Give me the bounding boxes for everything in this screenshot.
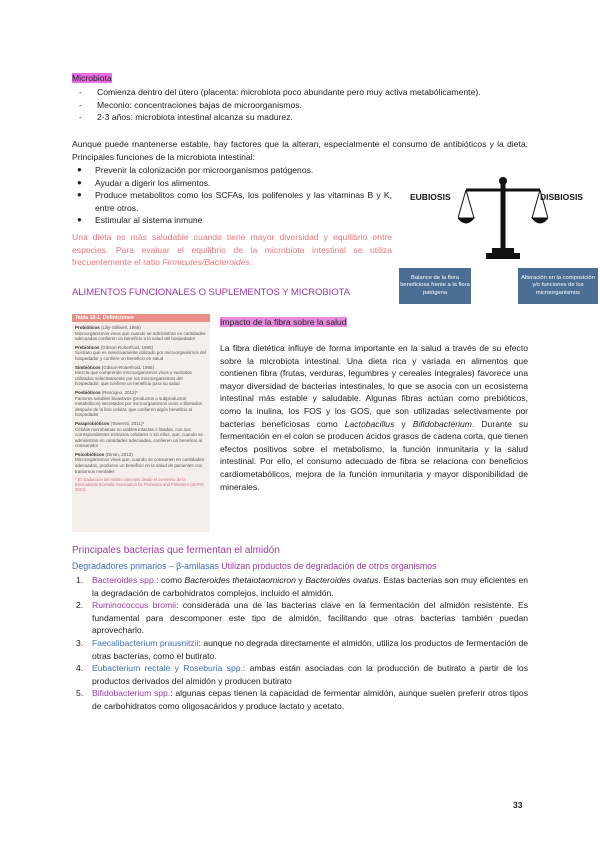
fibra-heading: Impacto de la fibra sobre la salud [220, 317, 347, 327]
list-item: 1. Bacteroides spp.: como Bacteroides thetaiotaomicron y Bacteroides ovatus. Estas bacterias son muy eficientes en la degradación de carbohidratos complejos, incluido el almidón. [76, 575, 529, 598]
microbiota-dash-list [72, 86, 528, 124]
list-item: 2. Ruminococcus bromii: considerada una de las bacterias clave en la fermentación del almidón resistente. Es fundamental para descomponer este tipo de almidón, facilitando que otras bacterias también puedan aprovecharlo. [76, 600, 528, 636]
section-heading-alimentos: ALIMENTOS FUNCIONALES O SUPLEMENTOS Y MICROBIOTA [72, 287, 350, 298]
list-item: ● Produce metabolitos como los SCFAs, los polifenoles y las vitaminas B y K, entre otros. [72, 189, 392, 214]
disbiosis-box: Alteración en la composición y/o funciones de los microorganismos [518, 268, 598, 304]
microbiota-functions-list [72, 164, 392, 227]
fibra-paragraph: La fibra dietética influye de forma importante en la salud a través de su efecto sobre la microbiota intestinal. Una dieta rica y variada en alimentos que contienen fibra (frutas, verduras, legumbres y cereales integrales) favorece una mayor diversidad de bacterias intestinales, lo que se asocia con un ecosistema intestinal más estable y saludable. Algunas fibras actúan como prebióticos, como la inulina, los FOS y los GOS, que son utilizadas selectivamente por bacterias beneficiosas como Lactobacillus y Bifidobacterium. Durante su fermentación en el colon se producen ácidos grasos de cadena corta, que tienen efectos positivos sobre el metabolismo, la función inmunitaria y la salud intestinal. Por ello, el consumo adecuado de fibra se relaciona con beneficios cardiometabólicos, mejora de la función inmunitaria y mayor disponibilidad de minerales. [220, 343, 529, 492]
list-item: - 2-3 años: microbiota intestinal alcanza su madurez. [72, 111, 528, 124]
scale-icon [458, 176, 548, 260]
list-item: ● Ayudar a digerir los alimentos. [72, 177, 392, 190]
list-item: ● Prevenir la colonización por microorganismos patógenos. [72, 164, 392, 177]
table-row: Psicobióticos (Dinan, 2013) Microorganismos vivos que, cuando se consumen en cantidades adecuadas, producen un beneficio en la salud de pacientes con trastornos mentales [75, 451, 205, 474]
definitions-table [72, 314, 210, 532]
table-row: Posbióticos (Rescigno, 2012)* Factores solubles bioactivos (productos o subproductos metabólicos) secretados por microorganismos vivos o liberados después de la lisis celular, que confieren algún beneficio al hospedador [75, 389, 202, 418]
page-number: 33 [513, 800, 523, 810]
list-item: ● Estimular al sistema inmune [72, 214, 392, 227]
eubiosis-label: EUBIOSIS [410, 192, 451, 202]
microbiota-heading: Microbiota [72, 73, 112, 83]
list-item: 3. Faecalibacterium prausnitzii: aunque no degrada directamente el almidón, utiliza los productos de fermentación de otras bacterias, como el butirato. [76, 637, 529, 661]
table-footnote: * En traducción del mismo concepto desde el consenso de la International Scientific Association for Probiotics and Prebiotics (ISAPP, 2021). [75, 477, 205, 493]
almidon-subheading: Degradadores primarios – β-amilasas Utilizan productos de degradación de otros organismos [72, 561, 437, 571]
microbiota-paragraph: Aunque puede mantenerse estable, hay factores que la alteran, especialmente el consumo de antibióticos y la dieta. Principales funciones de la microbiota intestinal: [72, 139, 528, 162]
disbiosis-label: DISBIOSIS [540, 192, 583, 202]
table-header: Tabla 18-1. Definiciones [72, 314, 210, 322]
diversity-note: Una dieta es más saludable cuando tiene mayor diversidad y equilibrio entre especies. Para evaluar el equilibrio de la microbiota intestinal se utiliza frecuentemente el ratio Firmicutes/Bacteroides. [72, 232, 392, 268]
list-item: 4. Eubacterium rectale y Roseburia spp.: ambas están asociadas con la producción de butirato a partir de los productos derivados del almidón y producen butirato [76, 663, 528, 686]
table-row: Simbióticos (Gibson-Roberfroid, 1995) Mezcla que comprende microorganismos vivos y sustratos utilizados selectivamente por los microorganismos del hospedador, que confiere un beneficio para su salud [75, 364, 192, 387]
table-row: Prebióticos (Gibson-Roberfroid, 1995) Sustrato que es selectivamente utilizado por microorganismos del hospedador y confiere un beneficio en salud [75, 344, 207, 361]
list-item: - Comienza dentro del útero (placenta: microbiota poco abundante pero muy activa metabólicamente). [72, 86, 528, 99]
eubiosis-box: Balance de la flora beneficiosa frente a la flora patógena [399, 268, 471, 304]
table-row: Paraprobióticos (Taverniti, 2011)* Células microbianas no viables intactas o lisadas, con sus correspondientes extractos celulares o sin ellos, que, cuando se administran en cantidades adecuadas, confieren un beneficio al consumidor [75, 420, 203, 449]
list-item: - Meconio: concentraciones bajas de microorganismos. [72, 99, 528, 112]
bacteria-list [72, 574, 528, 713]
table-row: Probióticos (Lilly-Stillwell, 1965) Microorganismos vivos que cuando se administran en cantidades adecuadas confieren un beneficio a la salud del hospedador [75, 325, 206, 342]
almidon-heading: Principales bacterias que fermentan el almidón [72, 545, 280, 556]
list-item: 5. Bifidobacterium spp.: algunas cepas tienen la capacidad de fermentar almidón, aunque suelen preferir otros tipos de carbohidratos como oligosacáridos y produce lactato y acetato. [76, 688, 528, 711]
